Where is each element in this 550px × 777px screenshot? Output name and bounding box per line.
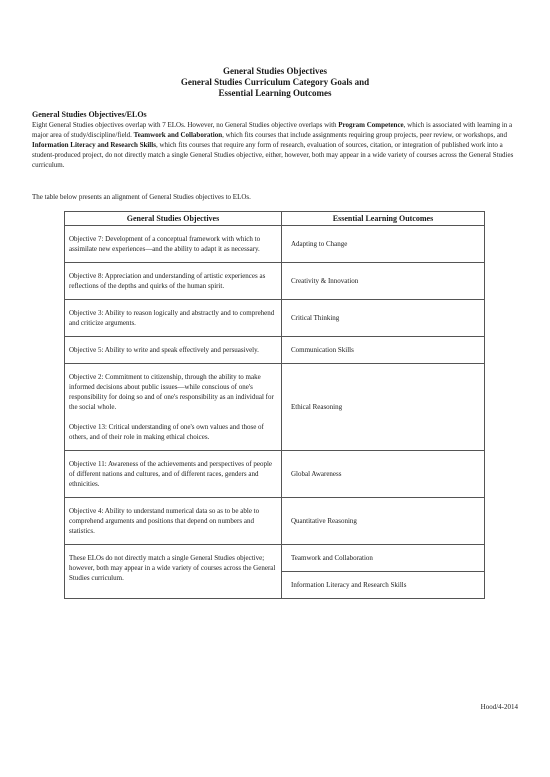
intro-bold-info-literacy: Information Literacy and Research Skills bbox=[32, 141, 156, 149]
outcome-cell: Adapting to Change bbox=[282, 226, 485, 263]
objective-text: Objective 2: Commitment to citizenship, through the ability to make informed decisions about public issues—while conscious of one's responsibility for doing so and of one's responsibility as an individual for the social whole. bbox=[69, 373, 274, 411]
objective-text: These ELOs do not directly match a single General Studies objective; however, both may appear in a wide variety of courses across the General Studies curriculum. bbox=[69, 554, 276, 582]
outcome-cell: Communication Skills bbox=[282, 337, 485, 364]
outcome-cell: Global Awareness bbox=[282, 451, 485, 498]
document-title bbox=[0, 66, 550, 99]
objective-cell bbox=[65, 337, 282, 364]
table-row bbox=[65, 545, 485, 572]
section-heading: General Studies Objectives/ELOs bbox=[32, 110, 147, 119]
outcome-cell: Teamwork and Collaboration bbox=[282, 545, 485, 572]
objective-cell bbox=[65, 226, 282, 263]
outcome-cell: Information Literacy and Research Skills bbox=[282, 572, 485, 599]
objective-text: Objective 3: Ability to reason logically and abstractly and to comprehend and criticize arguments. bbox=[69, 309, 275, 327]
objective-text: Objective 5: Ability to write and speak effectively and persuasively. bbox=[69, 346, 259, 354]
objective-text: Objective 7: Development of a conceptual framework with which to assimilate new experiences—and the ability to adapt it as necessary. bbox=[69, 235, 261, 253]
header-objectives: General Studies Objectives bbox=[65, 212, 282, 226]
intro-text: , which fits courses that include assignments requiring group projects, peer review, or workshops, and bbox=[222, 131, 508, 139]
table-row bbox=[65, 498, 485, 545]
intro-text: Eight General Studies objectives overlap with 7 ELOs. However, no General Studies objective overlaps with bbox=[32, 121, 339, 129]
table-header-row bbox=[65, 212, 485, 226]
outcome-cell: Quantitative Reasoning bbox=[282, 498, 485, 545]
objective-cell bbox=[65, 498, 282, 545]
objective-text: Objective 4: Ability to understand numerical data so as to be able to comprehend arguments and positions that depend on numbers and statistics. bbox=[69, 507, 260, 535]
table-row bbox=[65, 300, 485, 337]
alignment-table bbox=[64, 211, 485, 599]
objective-cell bbox=[65, 263, 282, 300]
objective-cell bbox=[65, 545, 282, 599]
table-row bbox=[65, 263, 485, 300]
intro-text: , which is associated with learning in a major area of study/discipline/field. bbox=[32, 121, 513, 139]
objective-text: Objective 11: Awareness of the achievements and perspectives of people of different nations and cultures, and of different races, genders and ethnicities. bbox=[69, 460, 272, 488]
objective-cell bbox=[65, 451, 282, 498]
footer-note: Hood/4-2014 bbox=[480, 703, 518, 711]
objective-cell bbox=[65, 300, 282, 337]
title-line-2: General Studies Curriculum Category Goals and bbox=[180, 77, 370, 87]
table-row bbox=[65, 226, 485, 263]
intro-text: , which fits courses that require any form of research, evaluation of sources, citation, or integration of published work into a student-produced project, do not directly match a single General Studies objective, either, however, both may appear in a wide variety of courses across the General Studies curriculum. bbox=[32, 141, 514, 169]
outcome-cell: Creativity & Innovation bbox=[282, 263, 485, 300]
intro-bold-teamwork: Teamwork and Collaboration bbox=[133, 131, 223, 139]
outcome-cell: Critical Thinking bbox=[282, 300, 485, 337]
intro-paragraph bbox=[32, 120, 522, 170]
intro-bold-program-competence: Program Competence bbox=[338, 121, 404, 129]
objective-text: Objective 13: Critical understanding of one's own values and those of others, and of their role in making ethical choices. bbox=[69, 423, 264, 441]
title-line-3: Essential Learning Outcomes bbox=[218, 88, 332, 98]
title-line-1: General Studies Objectives bbox=[223, 66, 327, 76]
objective-cell bbox=[65, 364, 282, 451]
outcome-cell: Ethical Reasoning bbox=[282, 364, 485, 451]
table-row bbox=[65, 337, 485, 364]
table-row bbox=[65, 451, 485, 498]
header-outcomes: Essential Learning Outcomes bbox=[282, 212, 485, 226]
table-row bbox=[65, 364, 485, 451]
objective-text: Objective 8: Appreciation and understanding of artistic experiences as reflections of the depths and quirks of the human spirit. bbox=[69, 272, 266, 290]
table-note: The table below presents an alignment of General Studies objectives to ELOs. bbox=[32, 193, 251, 201]
